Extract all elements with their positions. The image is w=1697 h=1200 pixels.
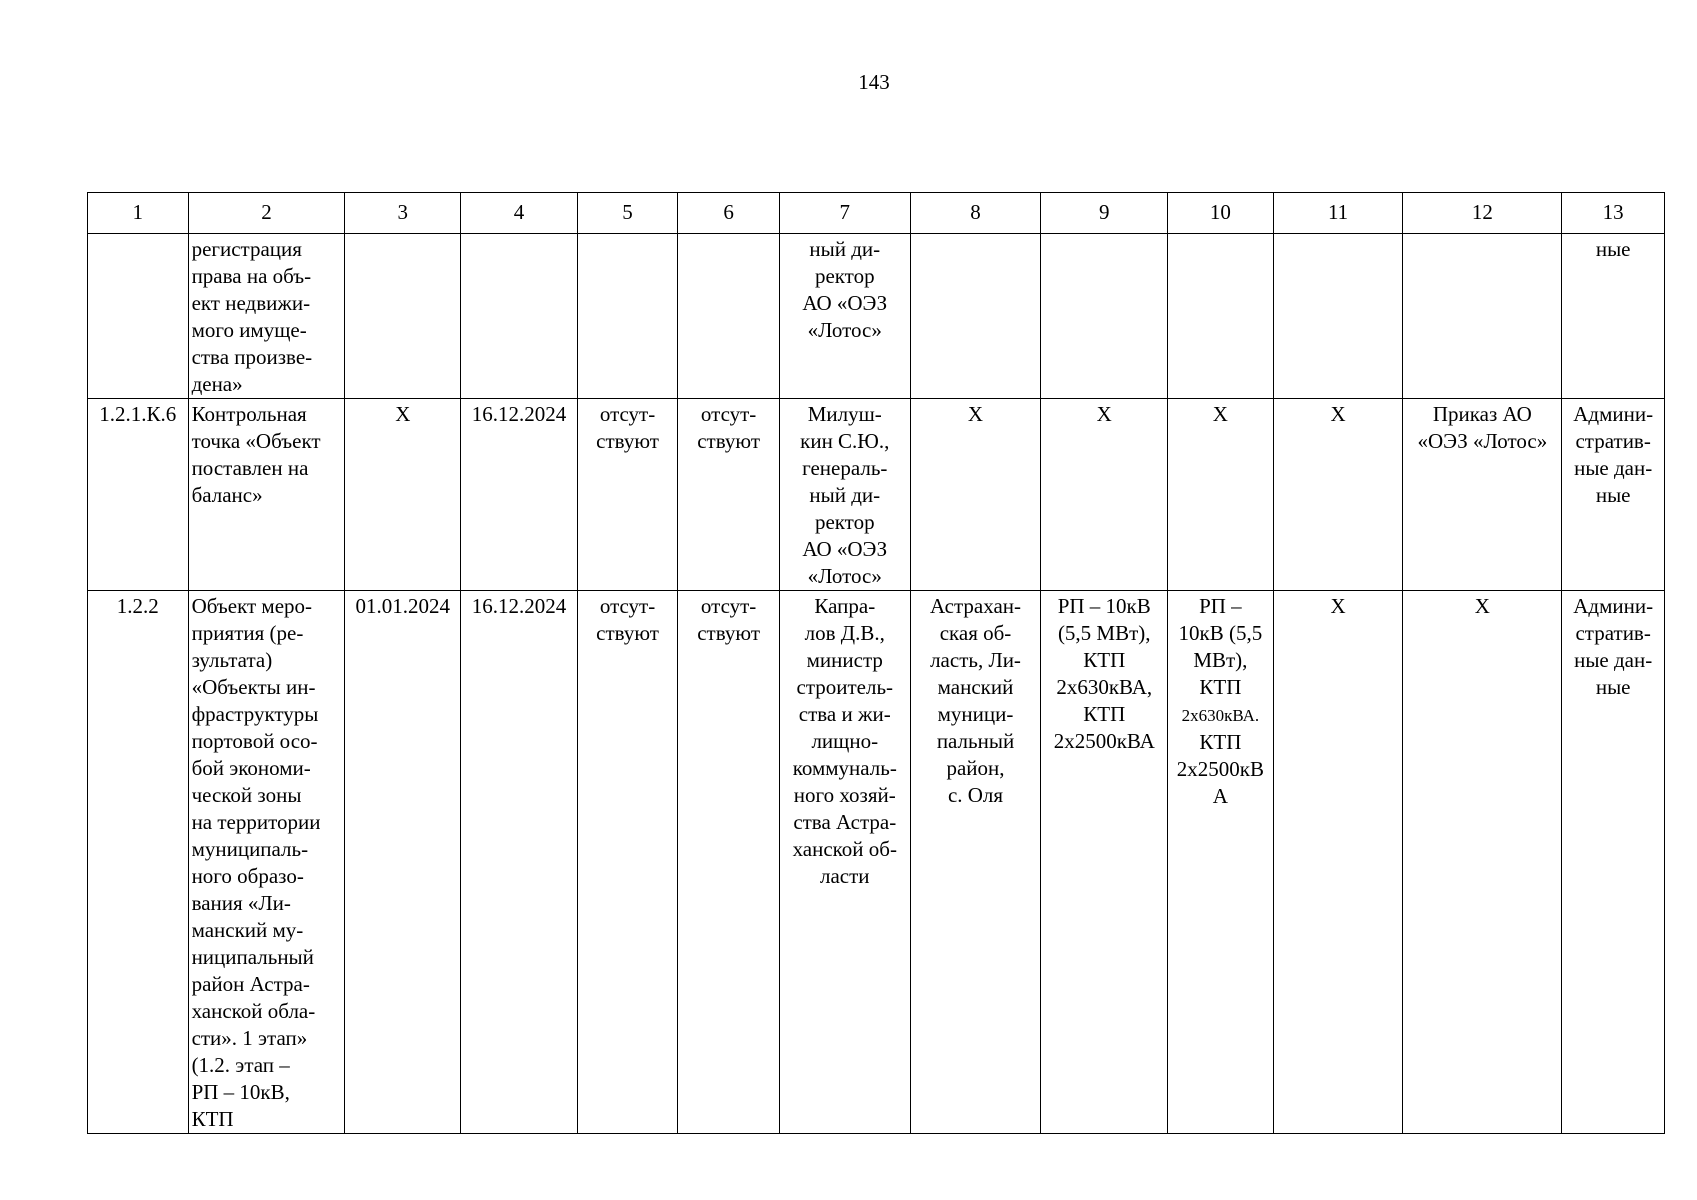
cell-text: КТП 2х2500кВ А [1176,730,1264,808]
table-cell: ный ди- ректор АО «ОЭЗ «Лотос» [779,234,910,399]
table-cell: Объект меро- приятия (ре- зультата) «Объекты ин- фраструктуры портовой осо- бой экономи- ческой зоны на территории муниципаль- ного образо- вания «Ли- манский му- ниципальный район Астра- ханской обла- сти». 1 этап» (1.2. этап – РП – 10кВ, КТП [188,591,345,1134]
table-cell: Астрахан- ская об- ласть, Ли- манский муници- пальный район, с. Оля [910,591,1041,1134]
column-header: 12 [1403,193,1562,234]
table-row [88,234,1665,399]
table-row [88,591,1665,1134]
table-cell: отсут- ствуют [678,591,780,1134]
table-cell: ные [1562,234,1665,399]
table-cell: Х [1041,399,1168,591]
table-cell: 01.01.2024 [345,591,461,1134]
page-number: 143 [858,70,890,94]
column-header: 10 [1168,193,1274,234]
table-cell: Х [1273,399,1403,591]
table-cell: 1.2.2 [88,591,189,1134]
table-cell [461,234,578,399]
table-row [88,399,1665,591]
table-cell [1041,234,1168,399]
column-header: 1 [88,193,189,234]
column-header: 2 [188,193,345,234]
table-cell: отсут- ствуют [577,399,678,591]
table-cell: отсут- ствуют [577,591,678,1134]
table-cell: Х [1273,591,1403,1134]
table-cell: Милуш- кин С.Ю., генераль- ный ди- ректор АО «ОЭЗ «Лотос» [779,399,910,591]
table-cell [1168,591,1274,1134]
table-cell [1168,234,1274,399]
data-table [87,192,1665,1134]
table-cell: Админи- стратив- ные дан- ные [1562,399,1665,591]
table-cell: 16.12.2024 [461,591,578,1134]
column-header: 3 [345,193,461,234]
table-cell: Контрольная точка «Объект поставлен на баланс» [188,399,345,591]
table-cell [345,234,461,399]
column-header: 13 [1562,193,1665,234]
table-cell: Х [1168,399,1274,591]
table-cell [88,234,189,399]
column-header: 11 [1273,193,1403,234]
column-header: 4 [461,193,578,234]
column-header: 8 [910,193,1041,234]
table-cell [910,234,1041,399]
table-cell [1403,234,1562,399]
table-cell: регистрация права на объ- ект недвижи- мого имуще- ства произве- дена» [188,234,345,399]
column-header: 9 [1041,193,1168,234]
table-cell: Капра- лов Д.В., министр строитель- ства и жи- лищно- коммуналь- ного хозяй- ства Астра- ханской об- ласти [779,591,910,1134]
table-cell: отсут- ствуют [678,399,780,591]
cell-text: 2х630кВА. [1181,706,1260,725]
table-cell: 1.2.1.К.6 [88,399,189,591]
table-cell: Х [910,399,1041,591]
table-cell: Админи- стратив- ные дан- ные [1562,591,1665,1134]
cell-text: РП – 10кВ (5,5 МВт), КТП [1178,594,1263,699]
table-cell [1273,234,1403,399]
table-header-row [88,193,1665,234]
table-cell: Х [345,399,461,591]
table-cell: Х [1403,591,1562,1134]
table-cell [577,234,678,399]
table-cell: 16.12.2024 [461,399,578,591]
table-cell: Приказ АО «ОЭЗ «Лотос» [1403,399,1562,591]
table-cell: РП – 10кВ (5,5 МВт), КТП 2х630кВА, КТП 2х2500кВА [1041,591,1168,1134]
column-header: 6 [678,193,780,234]
column-header: 7 [779,193,910,234]
table-cell [678,234,780,399]
column-header: 5 [577,193,678,234]
